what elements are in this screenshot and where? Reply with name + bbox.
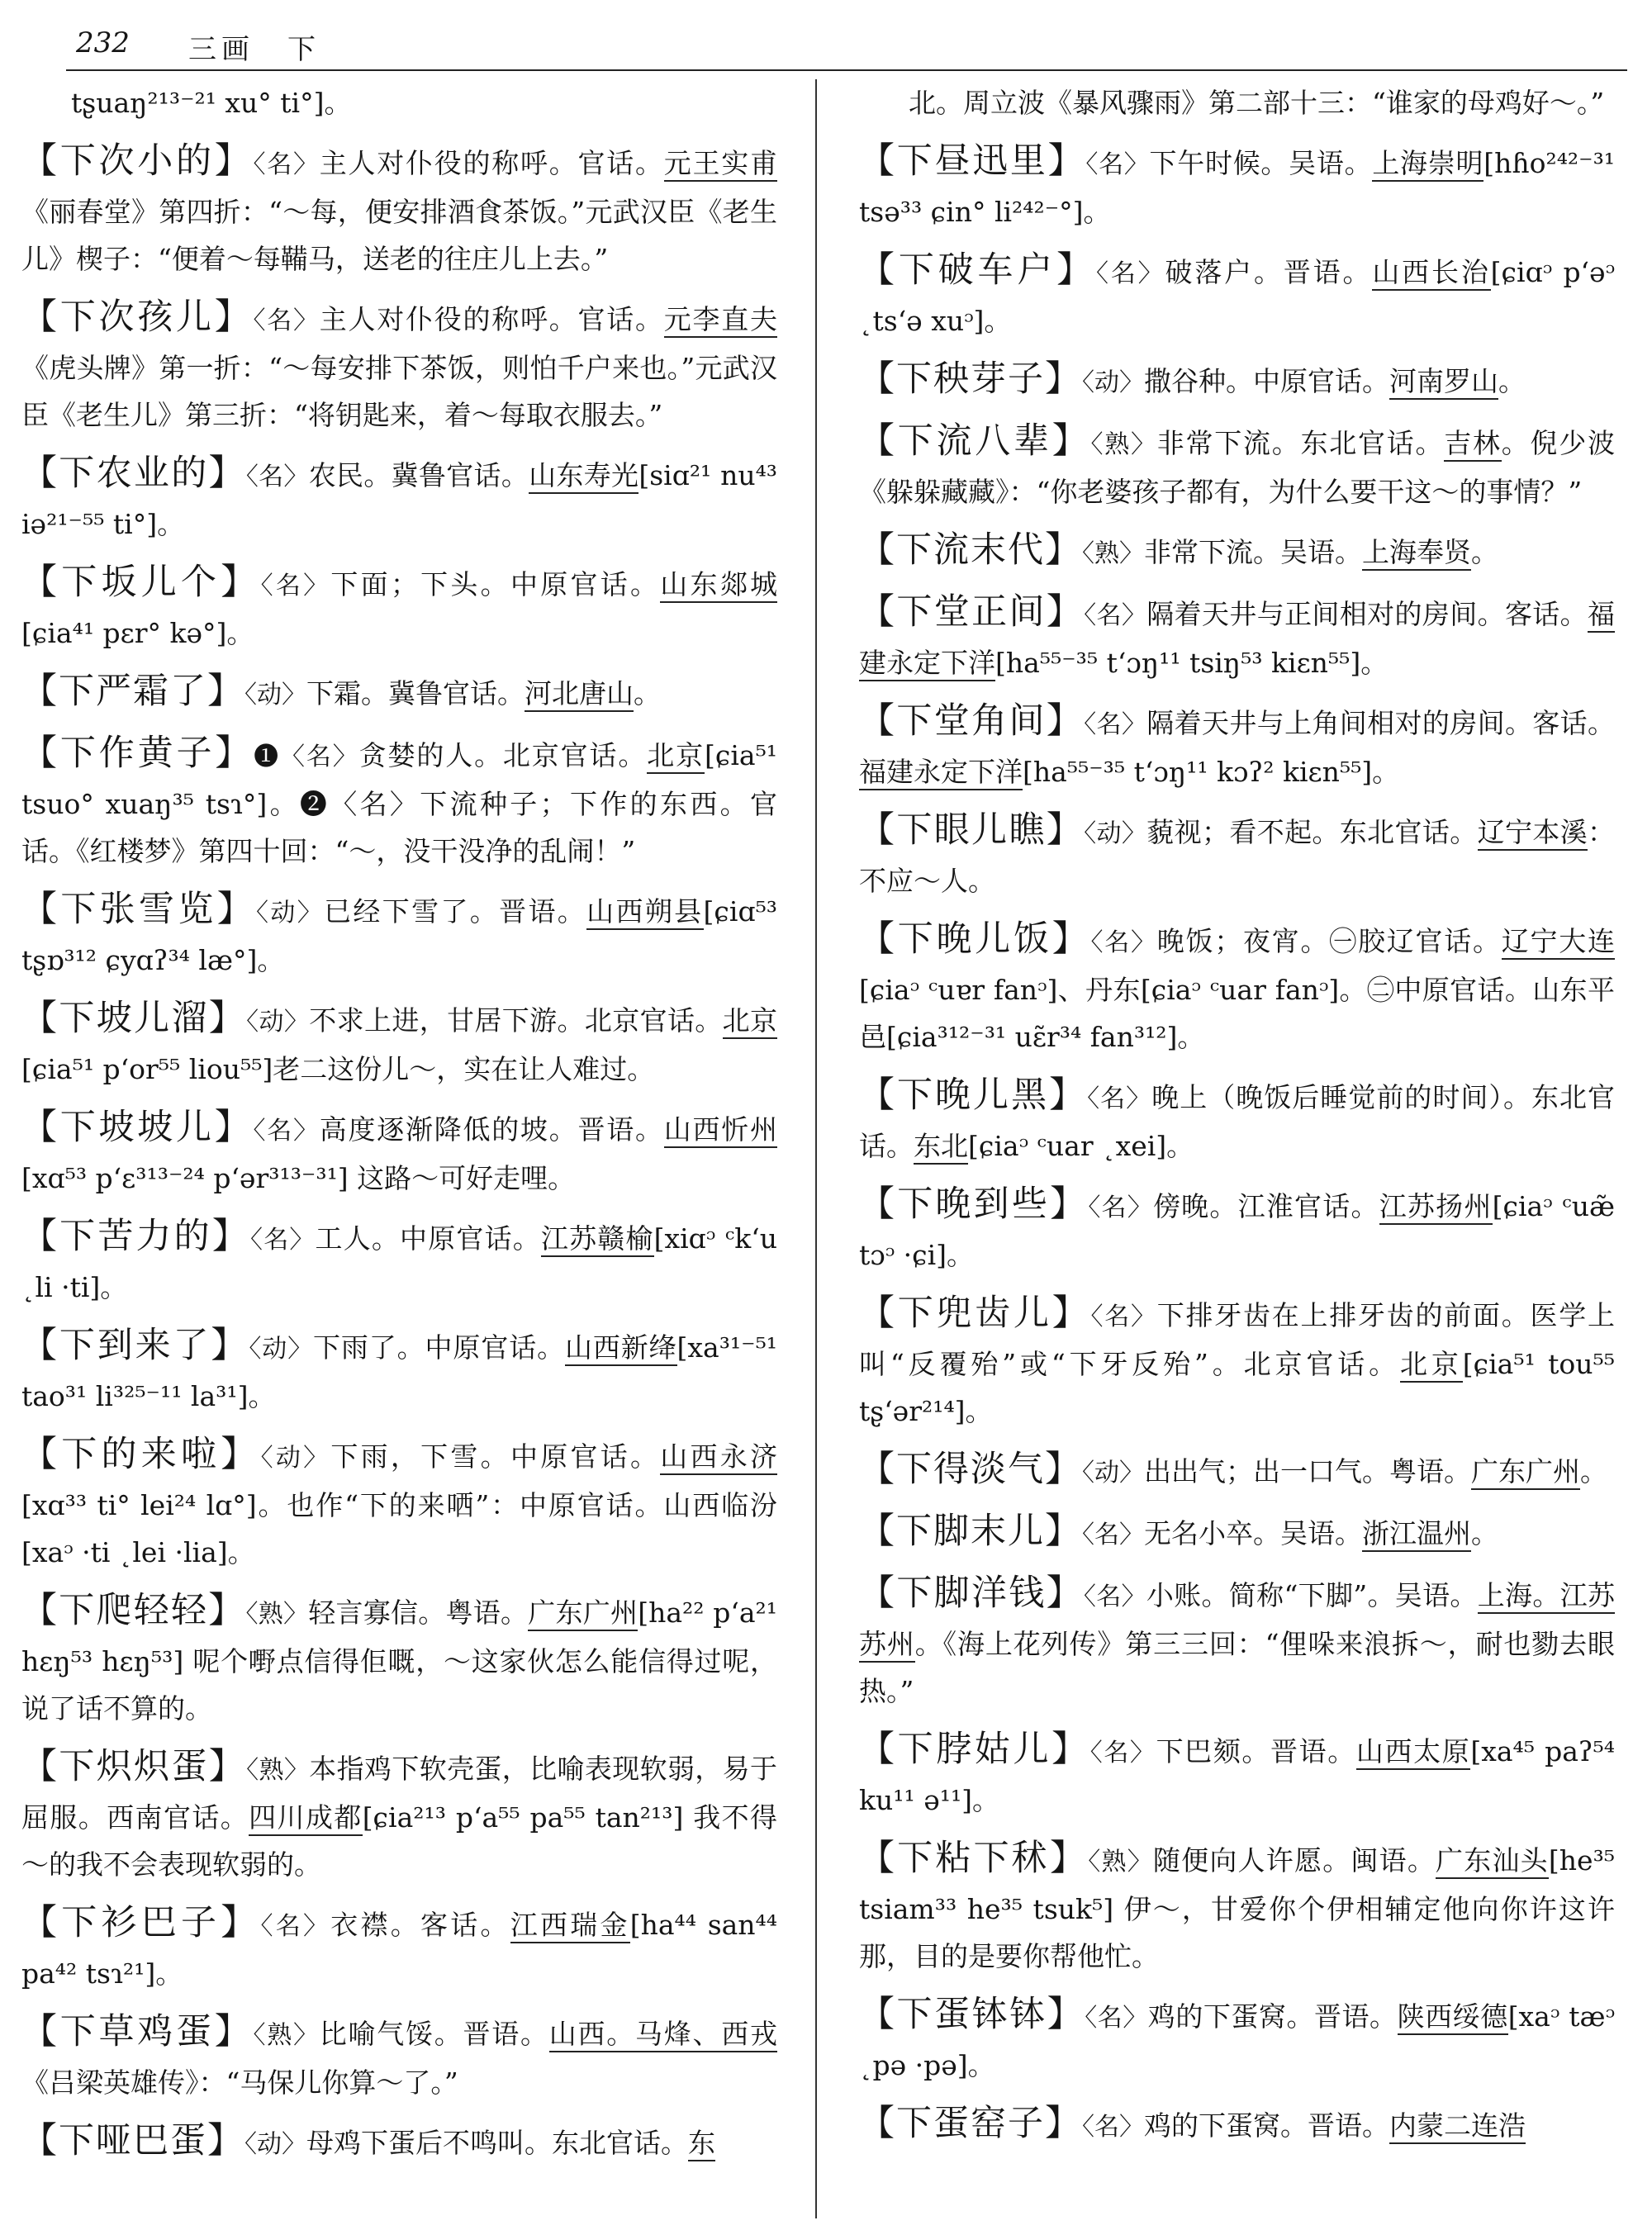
dictionary-entry [21, 886, 777, 984]
dictionary-entry [859, 1570, 1615, 1715]
definition: 鸡的下蛋窝。晋语。 [1147, 2000, 1398, 2033]
entry-detail: [xa⁴⁵ paʔ⁵⁴ ku¹¹ ə¹¹]。 [859, 1735, 1616, 1816]
dictionary-entry [859, 1290, 1615, 1435]
definition: 破落户。晋语。 [1165, 256, 1373, 288]
entry-detail: 。倪少波《躲躲藏藏》：“你老婆孩子都有，为什么要干这～的事情？” [859, 427, 1615, 508]
part-of-speech: 〈名〉 [253, 1117, 320, 1146]
dictionary-entry [21, 138, 777, 282]
part-of-speech: 〈动〉 [1082, 1459, 1144, 1487]
entry-detail: 《丽春堂》第四折：“～每，便安排酒食茶饭。”元武汉臣《老生儿》楔子：“便着～每鞴马，送老的往庄儿上去。” [21, 196, 777, 275]
headword: 【下破车户】 [859, 249, 1096, 291]
entry-detail: [xɑ³³ ti° lei²⁴ lɑ°]。也作“下的来哂”：中原官话。山西临汾[xaᵓ ·ti ˛lei ·lia]。 [21, 1489, 777, 1568]
definition: 晚饭；夜宵。㊀胶辽官话。 [1156, 925, 1502, 957]
headword: 【下流八辈】 [859, 420, 1091, 462]
part-of-speech: 〈名〉 [1088, 1193, 1153, 1222]
headword: 【下得淡气】 [859, 1449, 1082, 1490]
part-of-speech: ❶〈名〉 [254, 743, 359, 771]
headword: 【下兜齿儿】 [859, 1293, 1091, 1334]
dictionary-entry [21, 2118, 777, 2168]
definition: 贪婪的人。北京官话。 [358, 739, 648, 771]
definition: 隔着天井与上角间相对的房间。客话。 [1146, 707, 1616, 739]
headword: 【下晚儿黑】 [859, 1075, 1088, 1116]
dictionary-entry [859, 589, 1615, 686]
definition: 非常下流。吴语。 [1144, 536, 1362, 568]
definition: 晚上（晚饭后睡觉前的时间）。东北官话。 [859, 1081, 1616, 1162]
location-label: 上海奉贤 [1362, 536, 1471, 571]
headword: 【下晚儿饭】 [859, 918, 1091, 960]
part-of-speech: 〈名〉 [1087, 1084, 1152, 1113]
definition: 不求上进，甘居下游。北京官话。 [309, 1004, 723, 1037]
location-label: 北京 [1400, 1348, 1463, 1383]
entry-detail: [xa³¹⁻⁵¹ tao³¹ li³²⁵⁻¹¹ la³¹]。 [21, 1331, 778, 1412]
part-of-speech: 〈名〉 [1085, 150, 1150, 179]
part-of-speech: 〈熟〉 [253, 2021, 320, 2050]
location-label: 东 [688, 2127, 715, 2161]
part-of-speech: 〈名〉 [1090, 928, 1157, 957]
part-of-speech: 〈名〉 [253, 306, 320, 335]
location-label: 北京 [647, 739, 705, 774]
location-label: 元李直夫 [664, 303, 777, 338]
headword: 【下坡儿溜】 [21, 998, 247, 1039]
part-of-speech: 〈名〉 [1084, 601, 1147, 630]
definition: 下排牙齿在上排牙齿的前面。医学上叫“反覆殆”或“下牙反殆”。北京官话。 [859, 1299, 1615, 1380]
headword: 【下昼迅里】 [859, 140, 1086, 182]
location-label: 山西忻州 [664, 1113, 777, 1148]
headword: 【下流末代】 [859, 529, 1082, 571]
location-label: 江苏赣榆 [541, 1222, 654, 1257]
dictionary-entry [21, 1431, 777, 1576]
entry-detail: [ɕia⁴¹ pɛr° kə°]。 [21, 617, 254, 649]
part-of-speech: 〈名〉 [1085, 2004, 1148, 2033]
dictionary-entry [21, 1322, 777, 1420]
entry-detail: [ha⁵⁵⁻³⁵ tʻɔŋ¹¹ kɔʔ² kiɛn⁵⁵]。 [1023, 756, 1400, 788]
part-of-speech: 〈动〉 [1082, 368, 1144, 397]
part-of-speech: 〈名〉 [250, 1226, 316, 1255]
entry-detail: [ɕia⁵¹ pʻor⁵⁵ liou⁵⁵]老二这份儿～，实在让人难过。 [21, 1053, 655, 1085]
part-of-speech: 〈名〉 [260, 572, 331, 600]
dictionary-entry [21, 294, 777, 439]
entry-detail: [ha²² pʻa²¹ hɛŋ⁵³ hɛŋ⁵³] 呢个嘢点信得佢嘅，～这家伙怎么能信得过呢，说了话不算的。 [21, 1597, 777, 1725]
headword: 【下坡坡儿】 [21, 1107, 254, 1148]
entry-detail: [hɦo²⁴²⁻³¹ tsə³³ ɕin° li²⁴²⁻°]。 [859, 147, 1616, 228]
headword: 【下晚到些】 [859, 1184, 1089, 1225]
location-label: 山西长治 [1372, 256, 1490, 291]
definition: 傍晚。江淮官话。 [1152, 1190, 1379, 1222]
location-label: 山西太原 [1356, 1735, 1470, 1770]
location-label: 陕西绥德 [1398, 2000, 1508, 2035]
definition: 已经下雪了。晋语。 [324, 895, 587, 928]
entry-detail: [ɕia⁵¹ tsuo° xuaŋ³⁵ tsɿ°]。❷〈名〉下流种子；下作的东西。官话。《红楼梦》第四十回：“～，没干没净的乱闹！” [21, 739, 778, 867]
part-of-speech: 〈熟〉 [1082, 539, 1144, 568]
entry-detail: [ha⁴⁴ san⁴⁴ pa⁴² tsɿ²¹]。 [21, 1909, 778, 1990]
headword: 【下堂角间】 [859, 700, 1085, 742]
location-label: 内蒙二连浩 [1389, 2109, 1526, 2144]
definition: 藐视；看不起。东北官话。 [1146, 816, 1478, 848]
definition: 衣襟。客话。 [330, 1909, 510, 1941]
entry-detail: 《吕梁英雄传》：“马保儿你算～了。” [21, 2066, 458, 2099]
definition: 下巴颏。晋语。 [1156, 1735, 1356, 1767]
headword: 【下堂正间】 [859, 591, 1085, 633]
part-of-speech: 〈名〉 [260, 1912, 331, 1941]
dictionary-entry [859, 527, 1615, 577]
definition: 主人对仆役的称呼。官话。 [319, 147, 664, 179]
entry-detail: 。 [1471, 1517, 1498, 1549]
dictionary-entry [859, 1726, 1615, 1824]
dictionary-entry [21, 559, 777, 657]
entry-detail: [ɕiɑᵓ pʻəᵓ ˛tsʻə xuᵓ]。 [859, 256, 1616, 337]
definition: 高度逐渐降低的坡。晋语。 [319, 1113, 664, 1146]
entry-detail: [xɑ⁵³ pʻɛ³¹³⁻²⁴ pʻər³¹³⁻³¹] 这路～可好走哩。 [21, 1162, 576, 1194]
dictionary-entry [21, 1213, 777, 1311]
headword: 【下脚末儿】 [859, 1511, 1082, 1552]
headword: 【下衫巴子】 [21, 1902, 261, 1943]
definition: 下面；下头。中原官话。 [330, 568, 661, 600]
location-label: 山东寿光 [529, 459, 638, 494]
headword: 【下作黄子】 [21, 733, 254, 774]
headword: 【下农业的】 [21, 453, 246, 494]
definition: 主人对仆役的称呼。官话。 [319, 303, 664, 335]
location-label: 山西新绛 [565, 1331, 677, 1366]
headword: 【下严霜了】 [21, 671, 244, 712]
dictionary-entry [859, 1508, 1615, 1559]
headword: 【下粘下秫】 [859, 1838, 1089, 1879]
dictionary-entry [859, 356, 1615, 406]
entry-detail: [ɕiaᵓ ᶜuæ̃ tɔᵓ ·ɕi]。 [859, 1190, 1616, 1271]
entry-detail: [xaᵓ tæᵓ ˛pə ·pə]。 [859, 2000, 1615, 2081]
location-label: 广东广州 [528, 1597, 638, 1631]
dictionary-entry [21, 668, 777, 719]
location-label: 河南罗山 [1389, 365, 1498, 400]
entry-detail: [ha⁵⁵⁻³⁵ tʻɔŋ¹¹ tsiŋ⁵³ kiɛn⁵⁵]。 [995, 647, 1389, 679]
location-label: 山西永济 [660, 1440, 777, 1475]
location-label: 河北唐山 [525, 677, 634, 712]
location-label: 北京 [723, 1004, 777, 1039]
headword: 【下次孩儿】 [21, 297, 254, 338]
headword: 【下眼儿瞧】 [859, 809, 1085, 851]
location-label: 广东汕头 [1436, 1844, 1549, 1879]
location-label: 四川成都 [249, 1801, 363, 1836]
part-of-speech: 〈熟〉 [246, 1756, 310, 1785]
headword: 【下苦力的】 [21, 1216, 251, 1257]
entry-detail: 。 [634, 677, 661, 709]
definition: 下霜。冀鲁官话。 [306, 677, 525, 709]
entry-detail: [ɕiɑ⁵³ tʂɒ³¹² ɕyɑʔ³⁴ læ°]。 [21, 895, 778, 976]
dictionary-entry [21, 1900, 777, 1997]
headword: 【下哑巴蛋】 [21, 2120, 244, 2161]
definition: 下雨了。中原官话。 [313, 1331, 565, 1364]
entry-detail: 。 [1471, 536, 1498, 568]
entry-detail: 《虎头牌》第一折：“～每安排下茶饭，则怕千户来也。”元武汉臣《老生儿》第三折：“将钥匙来，着～每取衣服去。” [21, 352, 777, 431]
definition: 撒谷种。中原官话。 [1144, 365, 1389, 397]
part-of-speech: 〈名〉 [1084, 710, 1147, 739]
entry-detail: [ɕiaᵓ ᶜuar ˛xei]。 [968, 1130, 1194, 1162]
part-of-speech: 〈动〉 [249, 1335, 313, 1364]
part-of-speech: 〈名〉 [1090, 1302, 1157, 1331]
left-column [21, 79, 777, 2180]
location-label: 山西朔县 [586, 895, 703, 930]
entry-detail: [ɕia²¹³ pʻa⁵⁵ pa⁵⁵ tan²¹³] 我不得～的我不会表现软弱的。 [21, 1801, 778, 1881]
entry-detail: [he³⁵ tsiam³³ he³⁵ tsuk⁵] 伊～，甘爱你个伊相辅定他向你许这许那，目的是要你帮他忙。 [859, 1844, 1616, 1972]
location-label: 福建永定下洋 [859, 756, 1023, 790]
headword: 【下脖姑儿】 [859, 1729, 1090, 1770]
definition: 农民。冀鲁官话。 [308, 459, 529, 491]
part-of-speech: 〈动〉 [1084, 819, 1147, 848]
part-of-speech: 〈名〉 [253, 150, 320, 179]
headword: 【下到来了】 [21, 1325, 249, 1366]
headword: 【下蛋窑子】 [859, 2103, 1082, 2144]
part-of-speech: 〈动〉 [246, 1008, 310, 1037]
part-of-speech: 〈名〉 [245, 463, 309, 491]
headword: 【下蛋钵钵】 [859, 1994, 1085, 2035]
definition: 无名小卒。吴语。 [1144, 1517, 1362, 1549]
definition: 出出气；出一口气。粤语。 [1144, 1455, 1471, 1487]
dictionary-entry [859, 247, 1615, 344]
dictionary-entry [21, 450, 777, 548]
part-of-speech: 〈名〉 [1089, 1739, 1156, 1767]
part-of-speech: 〈动〉 [244, 681, 306, 709]
dictionary-entry [859, 1835, 1615, 1980]
location-label: 山东郯城 [660, 568, 777, 603]
dictionary-entry [21, 995, 777, 1093]
part-of-speech: 〈熟〉 [1088, 1848, 1153, 1877]
part-of-speech: 〈名〉 [1082, 2113, 1144, 2142]
entry-detail: [ɕiaᵓ ᶜuɐr fanᵓ]、丹东[ɕiaᵓ ᶜuar fanᵓ]。㊁中原官话。山东平邑[ɕia³¹²⁻³¹ uɛ̃r³⁴ fan³¹²]。 [859, 974, 1615, 1053]
part-of-speech: 〈动〉 [256, 899, 325, 928]
entry-detail: [siɑ²¹ nu⁴³ iə²¹⁻⁵⁵ ti°]。 [21, 459, 778, 540]
dictionary-entry [21, 2009, 777, 2106]
headword: 【下脚洋钱】 [859, 1573, 1084, 1614]
location-label: 吉林 [1444, 427, 1502, 462]
location-label: 上海崇明 [1372, 147, 1483, 182]
definition: 随便向人许愿。闽语。 [1152, 1844, 1436, 1877]
dictionary-entry [859, 1072, 1615, 1170]
part-of-speech: 〈名〉 [1082, 1521, 1144, 1549]
location-label: 浙江温州 [1362, 1517, 1471, 1552]
part-of-speech: 〈熟〉 [245, 1600, 309, 1629]
headword: 【下爬轻轻】 [21, 1590, 246, 1631]
part-of-speech: 〈熟〉 [1090, 430, 1157, 459]
definition: 工人。中原官话。 [315, 1222, 541, 1255]
headword: 【下坂儿个】 [21, 562, 261, 603]
continuation-text: 北。周立波《暴风骤雨》第二部十三：“谁家的母鸡好～。” [909, 87, 1605, 119]
headword: 【下草鸡蛋】 [21, 2011, 254, 2052]
entry-detail: ：不应～人。 [859, 816, 1616, 897]
definition: 小账。简称“下脚”。吴语。 [1146, 1579, 1478, 1611]
dictionary-entry [859, 916, 1615, 1060]
location-label: 元王实甫 [664, 147, 777, 182]
page-header [66, 21, 1627, 71]
headword: 【下张雪览】 [21, 889, 257, 930]
dictionary-entry [859, 1991, 1615, 2089]
dictionary-entry [21, 1104, 777, 1202]
dictionary-entry [859, 138, 1615, 235]
headword: 【下秧芽子】 [859, 358, 1082, 400]
definition: 下雨，下雪。中原官话。 [330, 1440, 661, 1473]
dictionary-entry [859, 807, 1615, 904]
location-label: 东北 [914, 1130, 968, 1165]
headword: 【下的来啦】 [21, 1434, 261, 1475]
right-column [859, 79, 1615, 2162]
column-divider [815, 79, 817, 2218]
location-label: 山西。马烽、西戎 [549, 2018, 777, 2052]
dictionary-entry [859, 2100, 1615, 2151]
part-of-speech: 〈动〉 [260, 1444, 331, 1473]
continuation-text: tʂuaŋ²¹³⁻²¹ xu° ti°]。 [71, 87, 352, 119]
entry-detail: 。 [1498, 365, 1526, 397]
definition: 非常下流。东北官话。 [1156, 427, 1445, 459]
definition: 下午时候。吴语。 [1149, 147, 1373, 179]
definition: 隔着天井与正间相对的房间。客话。 [1146, 598, 1588, 630]
dictionary-entry [21, 1587, 777, 1732]
definition: 母鸡下蛋后不鸣叫。东北官话。 [306, 2127, 688, 2159]
location-label: 福建永定下洋 [859, 598, 1615, 681]
entry-detail: [xiɑᵓ ᶜkʻu ˛li ·ti]。 [21, 1222, 778, 1303]
dictionary-entry [859, 1181, 1615, 1279]
dictionary-entry [859, 698, 1615, 795]
location-label: 江苏扬州 [1379, 1190, 1493, 1225]
dictionary-entry [859, 1446, 1615, 1497]
definition: 轻言寡信。粤语。 [308, 1597, 529, 1629]
location-label: 上海。江苏苏州 [859, 1579, 1615, 1663]
entry-detail: 。《海上花列传》第三三回：“俚哚来浪拆～，耐也勠去眼热。” [859, 1628, 1615, 1707]
part-of-speech: 〈名〉 [1096, 259, 1165, 288]
definition: 比喻气馁。晋语。 [319, 2018, 549, 2050]
section-title: 三画 下 [188, 33, 320, 66]
headword: 【下炽炽蛋】 [21, 1746, 247, 1787]
location-label: 辽宁大连 [1502, 925, 1615, 960]
definition: 鸡的下蛋窝。晋语。 [1144, 2109, 1389, 2142]
entry-detail: 。 [1580, 1455, 1607, 1487]
entry-detail: [ɕia⁵¹ tou⁵⁵ tʂʻər²¹⁴]。 [859, 1348, 1616, 1427]
location-label: 江西瑞金 [510, 1909, 630, 1943]
part-of-speech: 〈动〉 [244, 2130, 306, 2159]
part-of-speech: 〈名〉 [1083, 1582, 1146, 1611]
location-label: 辽宁本溪 [1478, 816, 1588, 851]
page-number: 232 [76, 26, 130, 59]
location-label: 广东广州 [1471, 1455, 1580, 1490]
dictionary-entry [21, 1744, 777, 1888]
dictionary-entry [21, 730, 777, 875]
dictionary-entry [859, 418, 1615, 515]
headword: 【下次小的】 [21, 140, 254, 182]
definition: 本指鸡下软壳蛋，比喻表现软弱，易于屈服。西南官话。 [21, 1753, 778, 1834]
